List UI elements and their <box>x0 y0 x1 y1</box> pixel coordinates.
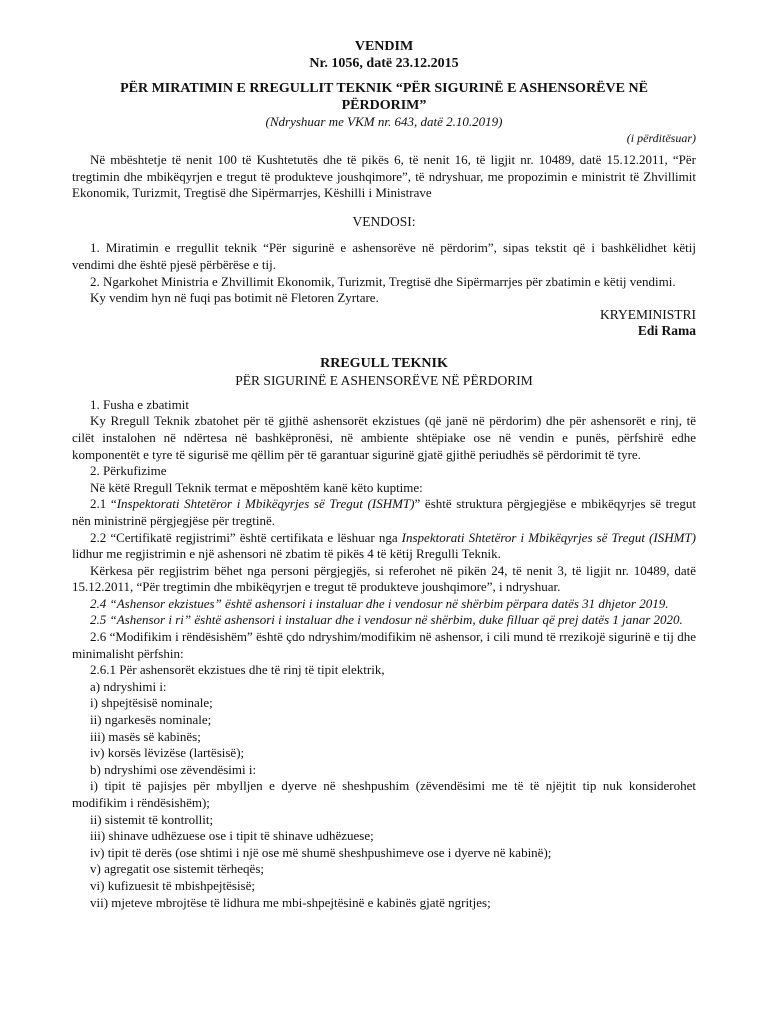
list-item: ii) sistemit të kontrollit; <box>90 811 214 827</box>
decision-title: VENDIM <box>354 39 414 54</box>
list-item: b) ndryshimi ose zëvendësimi i: <box>90 761 257 777</box>
definition-2-6: 2.6 “Modifikim i rëndësishëm” është çdo ndryshim/modifikim në ashensor, i cili mund të rrezikojë sigurinë e tij dhe minimalisht përfshin: <box>72 629 696 661</box>
signature-role: KRYEMINISTRI <box>599 306 696 322</box>
section-heading: 1. Fusha e zbatimit <box>90 396 189 412</box>
decides-heading: VENDOSI: <box>352 213 416 229</box>
definition-text: 2.2 “Certifikatë regjistrimi” është certifikata e lëshuar nga <box>90 529 402 545</box>
definition-2-2 <box>72 530 696 563</box>
list-item: ii) ngarkesës nominale; <box>90 712 212 728</box>
decision-subject-line1: PËR MIRATIMIN E RREGULLIT TEKNIK “PËR SIGURINË E ASHENSORËVE NË <box>120 81 648 96</box>
amended-note: (Ndryshuar me VKM nr. 643, datë 2.10.2019) <box>265 114 503 129</box>
list-item: vi) kufizuesit të mbishpejtësisë; <box>90 877 255 893</box>
decision-subject-line2: PËRDORIM” <box>341 98 427 113</box>
list-item: i) shpejtësisë nominale; <box>90 695 213 711</box>
section-text: Ky Rregull Teknik zbatohet për të gjithë ashensorët ekzistues (që janë në përdorim) dhe për ashensorët e rinj, të cilët instalohen në ndërtesa në bashkëpronësi, në ambiente shtëpiake ose në vendin e punës, përfshirë edhe komponentët e tyre të sigurisë me qëllim për të garantuar sigurinë gjatë gjithë periudhës së përdorimit të tyre. <box>72 413 696 462</box>
definition-term: Inspektorati Shtetëror i Mbikëqyrjes së Tregut (ISHMT) <box>401 529 696 545</box>
decision-number: Nr. 1056, datë 23.12.2015 <box>309 56 459 71</box>
list-item: v) agregatit ose sistemit tërheqës; <box>90 861 265 877</box>
definition-text: Kërkesa për regjistrim bëhet nga personi përgjegjës, si referohet në pikën 24, të nenit 3, të ligjit nr. 10489, datë 15.12.2011, “Për tregtimin dhe mbikëqyrjen e tregut të produkteve joushqimore”, i ndryshuar. <box>72 562 696 595</box>
section-text: Në këtë Rregull Teknik termat e mëposhtëm kanë këto kuptime: <box>90 479 423 495</box>
updated-note: (i përditësuar) <box>626 131 696 145</box>
decision-item: Ky vendim hyn në fuqi pas botimit në Fletoren Zyrtare. <box>90 290 379 306</box>
list-item: iii) shinave udhëzuese ose i tipit të shinave udhëzuese; <box>90 828 374 844</box>
decision-item: 2. Ngarkohet Ministria e Zhvillimit Ekonomik, Turizmit, Tregtisë dhe Sipërmarrjes për zbatimin e këtij vendimi. <box>90 273 676 289</box>
decision-item: 1. Miratimin e rregullit teknik “Për sigurinë e ashensorëve në përdorim”, sipas tekstit që i bashkëlidhet këtij vendimi dhe është pjesë përbërëse e tij. <box>72 240 696 272</box>
list-item: a) ndryshimi i: <box>90 678 167 694</box>
list-item: iii) masës së kabinës; <box>90 728 201 744</box>
definition-term: Inspektorati Shtetëror i Mbikëqyrjes së Tregut (ISHMT) <box>116 496 415 512</box>
definition-2-4: 2.4 “Ashensor ekzistues” është ashensori i instaluar dhe i vendosur në shërbim përpara datës 31 dhjetor 2019. <box>90 595 669 611</box>
list-item: vii) mjeteve mbrojtëse të lidhura me mbi-shpejtësinë e kabinës gjatë ngritjes; <box>90 894 491 910</box>
list-item: iv) korsës lëvizëse (lartësisë); <box>90 745 245 761</box>
section-heading: 2. Përkufizime <box>90 463 167 479</box>
definition-2-5: 2.5 “Ashensor i ri” është ashensori i instaluar dhe i vendosur në shërbim, duke filluar që prej datës 1 janar 2020. <box>90 612 683 628</box>
definition-2-6-1: 2.6.1 Për ashensorët ekzistues dhe të rinj të tipit elektrik, <box>90 662 385 678</box>
preamble: Në mbështetje të nenit 100 të Kushtetutës dhe të pikës 6, të nenit 16, të ligjit nr. 10489, datë 15.12.2011, “Për tregtimin dhe mbikëqyrjen e tregut të produkteve joushqimore”, të ndryshuar, me propozimin e ministrit të Zhvillimit Ekonomik, Turizmit, Tregtisë dhe Sipërmarrjes, Këshilli i Ministrave <box>72 152 696 201</box>
list-item: i) tipit të pajisjes për mbylljen e dyerve në sheshpushim (zëvendësimi me të të njëjtit tip nuk konsiderohet modifikim i rëndësishëm); <box>72 778 696 810</box>
definition-2-1 <box>72 496 696 529</box>
definition-text: lidhur me regjistrimin e një ashensori në zbatim të pikës 4 të këtij Rregulli Teknik. <box>72 546 501 562</box>
definition-text: ” është struktura përgjegjëse e mbikëqyrjes së tregut nën ministrinë përgjegjëse për tregtinë. <box>72 496 696 528</box>
list-item: iv) tipit të derës (ose shtimi i një ose më shumë sheshpushimeve ose i dyerve në kabinë); <box>90 844 552 860</box>
regulation-title: RREGULL TEKNIK <box>320 355 448 371</box>
regulation-subtitle: PËR SIGURINË E ASHENSORËVE NË PËRDORIM <box>235 372 533 388</box>
signature-name: Edi Rama <box>637 322 696 338</box>
definition-number: 2.1 “ <box>90 496 117 512</box>
